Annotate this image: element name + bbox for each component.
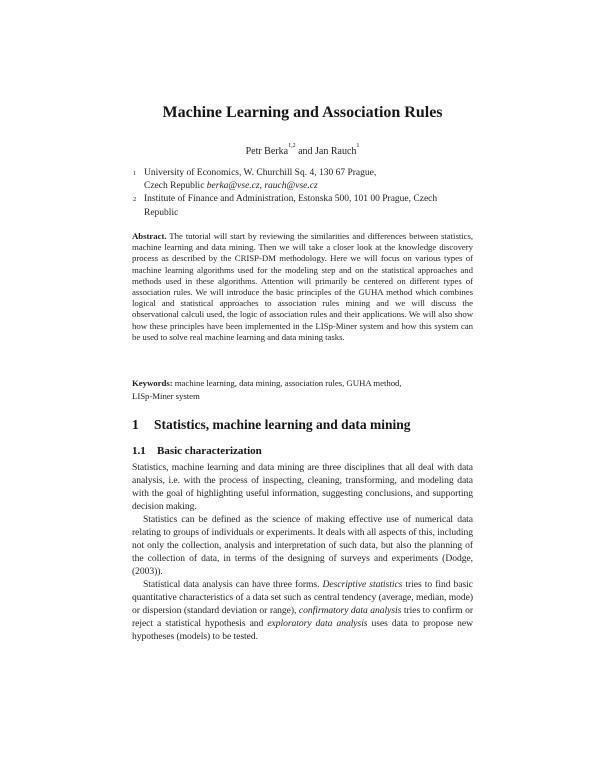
section-heading-1	[132, 417, 473, 433]
affiliation-2-number: 2	[133, 196, 137, 204]
section-title: Statistics, machine learning and data mining	[154, 417, 411, 432]
section-number: 1	[132, 417, 139, 432]
text-column	[132, 0, 473, 776]
subsection-number: 1.1	[132, 445, 146, 457]
subsection-heading-1-1	[132, 444, 473, 458]
affiliation-1-text: University of Economics, W. Churchill Sq. 4, 130 67 Prague, Czech Republic berka@vse.cz, rauch@vse.cz	[144, 168, 377, 192]
paper-title: Machine Learning and Association Rules	[162, 104, 443, 121]
keywords: Keywords: machine learning, data mining, association rules, GUHA method, LISp-Miner system	[132, 378, 402, 401]
body-text	[132, 461, 473, 643]
paragraph-2: Statistics can be defined as the science of making effective use of numerical data relating to groups of individuals or experiments. It deals with all aspects of this, including not only the collection, analysis and interpretation of such data, but also the planning of the collection of data, in terms of the designing of surveys and experiments (Dodge, (2003)).	[132, 514, 473, 577]
paragraph-1: Statistics, machine learning and data mining are three disciplines that all deal with data analysis, i.e. with the process of inspecting, cleaning, transforming, and modeling data with the goal of highlighting useful information, suggesting conclusions, and supporting decision making.	[132, 462, 473, 512]
subsection-title: Basic characterization	[157, 445, 262, 457]
abstract: Abstract. The tutorial will start by reviewing the similarities and differences between statistics, machine learning and data mining. Then we will take a closer look at the knowledge discovery process as described by the CRISP-DM methodology. Here we will focus on various types of machine learning algorithms used for the modeling step and on the statistical approaches and methods used in these algorithms. Attention will primarily be centered on different types of association rules. We will introduce the basic principles of the GUHA method which combines logical and statistical approaches to association rules mining and we will discuss the observational calculi used, the logic of association rules and their applications. We will also show how these principles have been implemented in the LISp-Miner system and how this system can be used to solve real machine learning and data mining tasks.	[132, 231, 473, 342]
affiliation-2	[132, 193, 473, 219]
affiliation-1-number: 1	[133, 170, 137, 177]
affiliation-2-text: Institute of Finance and Administration, Estonska 500, 101 00 Prague, Czech Republic	[144, 194, 438, 218]
affiliation-1	[132, 167, 473, 193]
paragraph-3: Statistical data analysis can have three forms. Descriptive statistics tries to find basic quantitative characteristics of a data set such as central tendency (average, median, mode) or dispersion (standard deviation or range), confirmatory data analysis tries to confirm or reject a statistical hypothesis and exploratory data analysis uses data to propose new hypotheses (models) to be tested.	[132, 579, 473, 642]
authors-line: Petr Berka$^{1,2}$ and Jan Rauch$^1$	[245, 142, 360, 157]
affiliations	[132, 167, 473, 220]
